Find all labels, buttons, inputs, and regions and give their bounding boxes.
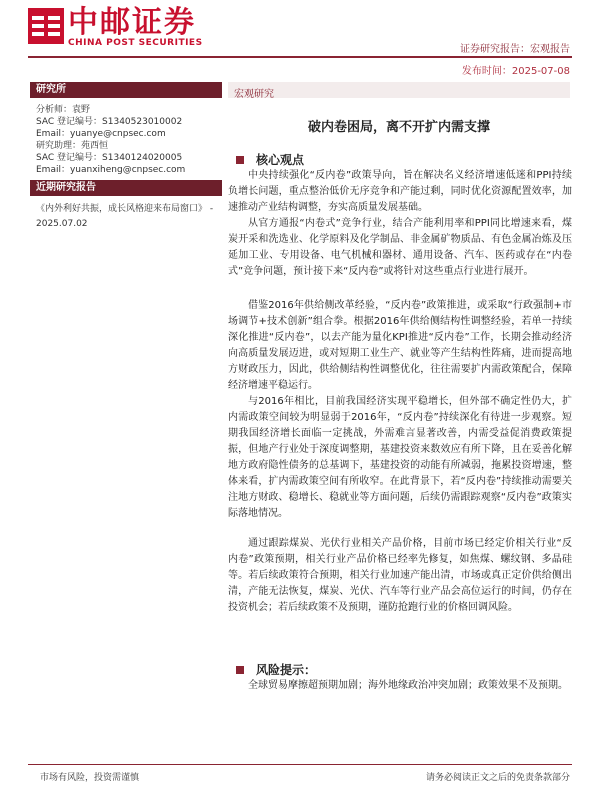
risk-text: 全球贸易摩擦超预期加剧；海外地缘政治冲突加剧；政策效果不及预期。 <box>248 680 568 691</box>
publication-date: 发布时间：2025-07-08 <box>461 66 570 77</box>
paragraph-4: 与2016年相比，目前我国经济实现平稳增长，但外部不确定性仍大，扩内需政策空间较为明显弱于2016年，“反内卷”持续深化有待进一步观察。短期我国经济增长面临一定挑战，外需难言显著改善，内需受益促消费政策提振，但地产行业处于深度调整期，基建投资来数效应有所下降，且在妥善化解地方政府隐性债务的总基调下，基建投资的动能有所减弱，拖累投资增速，整体来看，扩内需政策空间有所收窄。在此背景下，若“反内卷”持续推动需要关注地方财政、稳增长、稳就业等方面问题，后续仍需跟踪观察“反内卷”政策实际落地情况。 <box>228 396 572 519</box>
research-institute-heading: 研究所 <box>30 82 222 98</box>
analyst-name: 分析师：袁野 <box>36 105 91 115</box>
logo-chinese-name: 中邮证券 <box>68 5 196 40</box>
risk-heading: 风险提示： <box>256 663 317 677</box>
footer-divider <box>28 764 572 765</box>
header-divider <box>28 56 572 58</box>
china-post-logo-icon <box>28 8 64 44</box>
paragraph-5: 通过跟踪煤炭、光伏行业相关产品价格，目前市场已经定价相关行业“反内卷”政策预期，相关行业产品价格已经率先修复，如焦煤、螺纹钢、多晶硅等。若后续政策符合预期，相关行业加速产能出清，市场或真正定价供给侧出清，产能无法恢复，煤炭、光伏、汽车等行业产品会高位运行的时间，仍存在投资机会；若后续政策不及预期，谨防抢跑行业的价格回调风险。 <box>228 538 572 613</box>
paragraph-2: 从官方通报“内卷式”竞争行业，结合产能利用率和PPI同比增速来看，煤炭开采和洗选业、化学原料及化学制品、非金属矿物质品、有色金属冶炼及压延加工业、专用设备、电气机械和器材、通用设备、汽车、医药或存在“内卷式”竞争问题，预计接下来“反内卷”或将针对这些重点行业进行展开。 <box>228 218 572 277</box>
footer-disclaimer-left: 市场有风险，投资需谨慎 <box>40 773 140 783</box>
paragraph-1: 中央持续强化“反内卷”政策导向，旨在解决名义经济增速低迷和PPI持续负增长问题，重点整治低价无序竞争和产能过剩，同时优化资源配置效率，加速推动产业结构调整，夯实高质量发展基础。 <box>228 170 572 213</box>
logo-english-name: CHINA POST SECURITIES <box>68 38 203 48</box>
section-marker-icon <box>236 156 244 164</box>
analyst-sac-number: SAC 登记编号：S1340523010002 <box>36 117 183 127</box>
assistant-sac-number: SAC 登记编号：S1340124020005 <box>36 153 183 163</box>
assistant-name: 研究助理：苑西恒 <box>36 141 109 151</box>
assistant-email: Email：yuanxiheng@cnpsec.com <box>36 165 186 175</box>
category-label: 宏观研究 <box>234 89 274 100</box>
report-type: 证券研究报告：宏观报告 <box>460 44 570 55</box>
section-marker-icon <box>236 666 244 674</box>
report-title: 破内卷困局，离不开扩内需支撑 <box>307 120 490 135</box>
analyst-email: Email：yuanye@cnpsec.com <box>36 129 166 139</box>
recent-report-link[interactable]: 《内外利好共振，成长风格迎来布局窗口》 - 2025.07.02 <box>36 204 214 229</box>
category-bar <box>228 82 570 98</box>
footer-disclaimer-right: 请务必阅读正文之后的免责条款部分 <box>425 773 570 783</box>
paragraph-3: 借鉴2016年供给侧改革经验，“反内卷”政策推进，或采取“行政强制+市场调节+技术创新”组合拳。根据2016年供给侧结构性调整经验，若单一持续深化推进“反内卷”，以去产能为量化KPI推进“反内卷”工作，长期会推动经济向高质量发展迈进，或对短期工业生产、就业等产生结构性阵痛，进而提高地方财政压力，因此，供给侧结构性调整优化，往往需要扩内需政策配合，保障经济增速平稳运行。 <box>228 300 572 391</box>
recent-reports-heading: 近期研究报告 <box>30 180 222 196</box>
core-views-heading: 核心观点 <box>256 153 305 167</box>
